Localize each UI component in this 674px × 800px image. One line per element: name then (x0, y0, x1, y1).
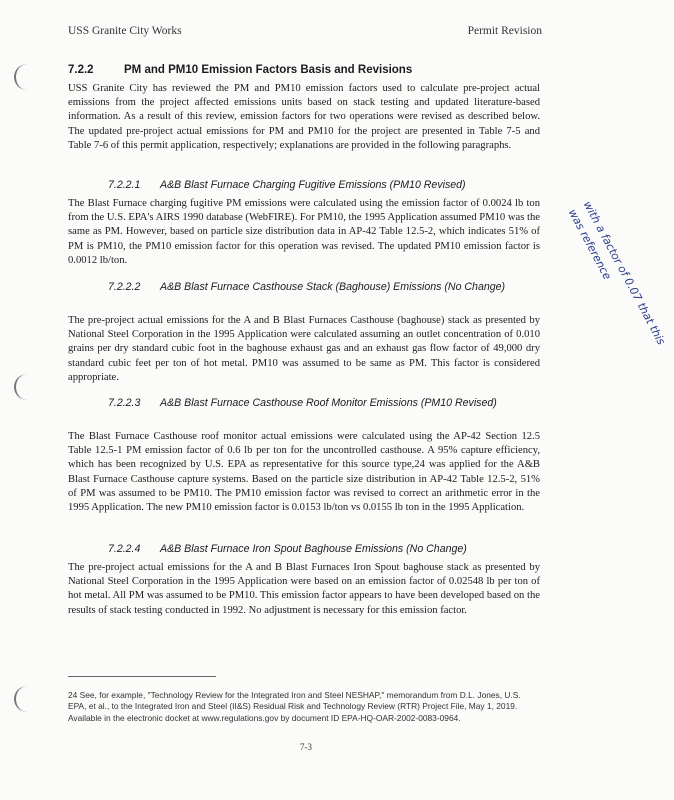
intro-paragraph: USS Granite City has reviewed the PM and PM10 emission factors used to calculate pre-project actual emissions from the project affected emissions units based on stack testing and updated literature-based information. As a result of this review, emission factors for two operations were revised as described below. The updated pre-project actual emissions for PM and PM10 for the project are presented in Table 7-5 and Table 7-6 of this permit application, respectively; explanations are provided in the following paragraphs. (68, 83, 540, 151)
subsection-number: 7.2.2.3 (108, 397, 141, 409)
punch-hole-top (14, 64, 30, 90)
subsection-number: 7.2.2.1 (108, 179, 141, 191)
subsection-paragraph: The Blast Furnace Casthouse roof monitor actual emissions were calculated using the AP-42 Section 12.5 Table 12.5-1 PM emission factor of 0.6 lb per ton for the uncontrolled casthouse. A 95% capture efficiency, which has been recognized by U.S. EPA as representative for this source type,24 was applied for the A&B Blast Furnace Casthouse capture systems. Based on the particle size distribution in AP-42 Table 12.5-2, 51% of PM was assumed to be PM10. The PM10 emission factor was revised to correct an arithmetic error in the 1995 Application. The new PM10 emission factor is 0.0153 lb/ton vs 0.0155 lb ton in the 1995 Application. (68, 431, 540, 514)
section-number: 7.2.2 (68, 64, 94, 76)
header-left: USS Granite City Works (68, 25, 182, 37)
handwritten-note: with a factor of 0.07 that this was reference (565, 198, 668, 348)
header-right: Permit Revision (467, 25, 542, 37)
punch-hole-bottom (14, 686, 30, 712)
section-title: PM and PM10 Emission Factors Basis and Revisions (124, 64, 413, 76)
subsection-paragraph: The pre-project actual emissions for the A and B Blast Furnaces Iron Spout baghouse stack as presented by National Steel Corporation in the 1995 Application were based on an emission factor of 0.02548 lb per ton of hot metal. All PM was assumed to be PM10. This emission factor appears to have been developed based on the results of stack testing conducted in 1992. No adjustment is necessary for this emission factor. (68, 562, 540, 616)
subsection-title: A&B Blast Furnace Casthouse Stack (Baghouse) Emissions (No Change) (160, 281, 506, 293)
subsection-title: A&B Blast Furnace Casthouse Roof Monitor Emissions (PM10 Revised) (160, 397, 497, 409)
footnote-divider (68, 676, 216, 677)
footnote: 24 See, for example, "Technology Review for the Integrated Iron and Steel NESHAP," memorandum from D.L. Jones, U.S. EPA, et al., to the Integrated Iron and Steel (II&S) Residual Risk and Technology Review (RTR) Project File, May 1, 2019. Available in the electronic docket at www.regulations.gov by document ID EPA-HQ-OAR-2002-0083-0964. (68, 690, 521, 723)
subsection-title: A&B Blast Furnace Iron Spout Baghouse Emissions (No Change) (160, 543, 467, 555)
subsection-paragraph: The Blast Furnace charging fugitive PM emissions were calculated using the emission factor of 0.0024 lb ton from the U.S. EPA's AIRS 1990 database (WebFIRE). For PM10, the 1995 Application assumed PM10 was the same as PM. However, based on particle size distribution data in AP-42 Table 12.5-2, which indicates 51% of PM is PM10, the PM10 emission factor for this operation was revised. The updated PM10 emission factor is 0.0012 lb/ton. (68, 198, 540, 266)
subsection-paragraph: The pre-project actual emissions for the A and B Blast Furnaces Casthouse (baghouse) stack as presented by National Steel Corporation in the 1995 Application were calculated assuming an outlet concentration of 0.010 grains per dry standard cubic foot in the baghouse exhaust gas and an exhaust gas flow factor of 49,000 dry standard cubic feet per ton of hot metal. PM10 was assumed to be same as PM. This factor is considered appropriate. (68, 315, 540, 383)
page-number: 7-3 (300, 742, 312, 752)
subsection-number: 7.2.2.2 (108, 281, 141, 293)
subsection-number: 7.2.2.4 (108, 543, 141, 555)
subsection-title: A&B Blast Furnace Charging Fugitive Emissions (PM10 Revised) (160, 179, 466, 191)
punch-hole-middle (14, 374, 30, 400)
